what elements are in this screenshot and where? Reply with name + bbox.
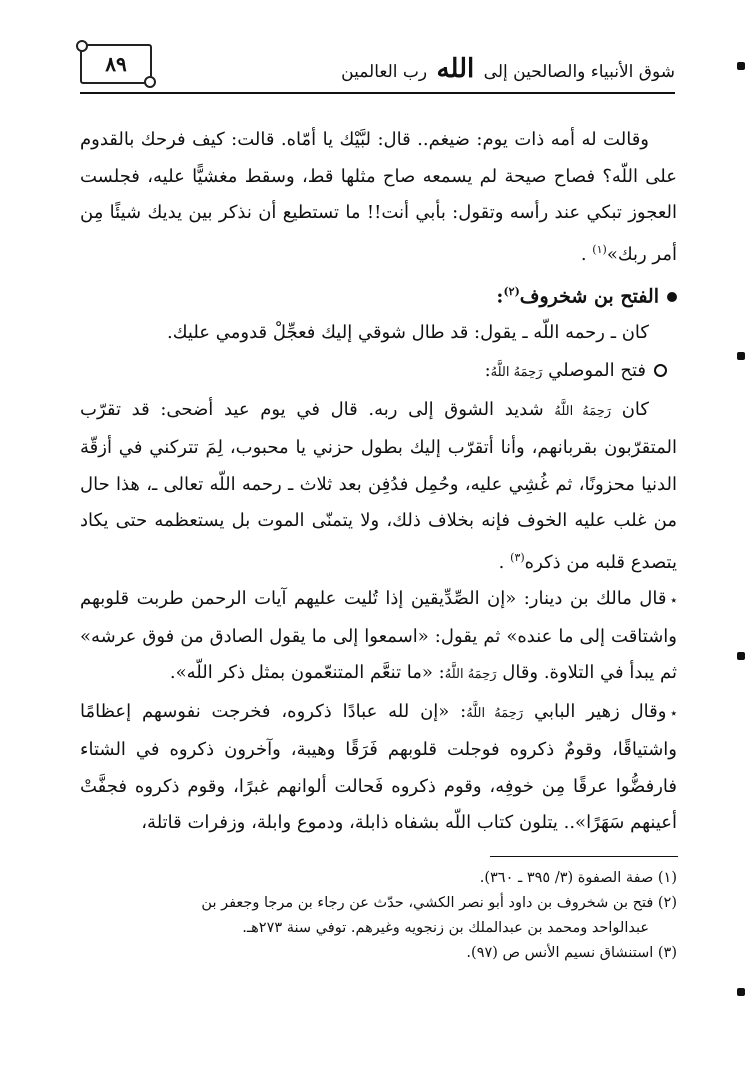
page-number: ٨٩: [105, 52, 127, 76]
section-heading-fath-shakhruf: [80, 273, 677, 315]
footnote-2-continued: عبدالواحد ومحمد بن عبدالملك بن زنجويه وغيرهم. توفي سنة ٢٧٣هـ.: [242, 920, 649, 936]
page-number-frame: [80, 44, 152, 84]
margin-mark: [737, 352, 745, 360]
heading-colon: :: [496, 285, 504, 308]
bullet-icon: [667, 292, 677, 302]
section-heading-fath-mawsili: [80, 352, 677, 392]
footnote-ref: (١): [592, 242, 607, 256]
paragraph-end: .: [498, 551, 505, 573]
paragraph-zuhayr-babi: [80, 694, 677, 842]
footnote-ref: (٢): [503, 285, 520, 298]
margin-mark: [737, 652, 745, 660]
asterisk-icon: ٭: [670, 593, 677, 608]
running-title-before: شوق الأنبياء والصالحين إلى: [483, 62, 675, 82]
page-header: [80, 40, 675, 96]
header-rule: [80, 92, 675, 94]
paragraph-malik-dinar: [80, 581, 677, 694]
paragraph-fath-mawsili: [80, 392, 677, 582]
paragraph-fath-shakhruf: [80, 315, 677, 352]
heading-colon: :: [484, 359, 491, 381]
paragraph-text-end: : «إن لله عبادًا ذكروه، فخرجت نفوسهم إعظامًا واشتياقًا، وقومٌ ذكروه فوجلت قلوبهم فَرَقًا وهيبة، وآخرون ذكروه في الشتاء فارفضُّوا عرقًا مِن خوفِه، وقوم ذكروه فَحالت ألوانهم غبرًا، وقوم ذكروه فجفَّتْ أعينهم سَهَرًا».. يتلون كتاب اللّه بشفاه ذابلة، ودموع وابلة، وزفرات قاتلة،: [80, 700, 677, 834]
footnote-2: (٢) فتح بن شخروف بن داود أبو نصر الكشي، حدّث عن رجاء بن مرجا وجعفر بن: [201, 895, 677, 911]
running-title-after: رب العالمين: [341, 62, 428, 82]
footnote-ref: (٣): [510, 550, 525, 564]
honorific: رَحِمَهُ اللَّهُ: [490, 364, 543, 380]
footnotes: [80, 866, 677, 966]
ring-bullet-icon: [654, 364, 667, 377]
paragraph-text: قال مالك بن دينار: «إن الصِّدِّيقين إذا تُليت عليهم آيات الرحمن طربت قلوبهم واشتاقت إلى ما عنده» ثم يقول: «اسمعوا إلى ما يقول الصادق من فوق عرشه» ثم يبدأ في التلاوة. وقال: [80, 588, 677, 684]
asterisk-icon: ٭: [670, 705, 678, 720]
paragraph-text: وقالت له أمه ذات يوم: ضيغم.. قال: لبَّيْك يا أمّاه. قالت: كيف فرحك بالقدوم على اللّه؟ فصاح صيحة لم يسمعه صاح مثلها قط، وسقط مغشيًّا عليه، فجلست العجوز تبكي عند رأسه وتقول: بأبي أنت!! ما تستطيع أن نذكر بين يديك شيئًا مِن أمر ربك»: [80, 129, 677, 265]
footnote-1: (١) صفة الصفوة (٣/ ٣٩٥ ـ ٣٦٠).: [479, 870, 677, 886]
paragraph-end: .: [580, 243, 587, 265]
honorific: رَحِمَهُ اللَّهُ: [444, 667, 497, 683]
paragraph-text: وقال زهير البابي: [533, 700, 667, 722]
honorific: رَحِمَهُ اللَّهُ: [554, 403, 612, 419]
margin-mark: [737, 62, 745, 70]
margin-mark: [737, 988, 745, 996]
main-text: [80, 122, 677, 842]
paragraph-text: شديد الشوق إلى ربه. قال في يوم عيد أضحى: قد تقرّب المتقرّبون بقربانهم، وأنا أتقرّب إليك بطول حزني يا محبوب، لِمَ تتركني في أزقّة الدنيا محزونًا، ثم غُشِي عليه، وحُمِل فدُفِن بعد ثلاث ـ رحمه اللّه تعالى ـ، هذا حال من غلب عليه الخوف فإنه بخلاف ذلك، ولا يتمنّى الموت بل يستعظمه حتى يكاد يتصدع قلبه من ذكره: [80, 398, 677, 573]
heading-text: الفتح بن شخروف: [519, 285, 659, 308]
paragraph-text: كان ـ رحمه اللّه ـ يقول: قد طال شوقي إليك فعجِّلْ قدومي عليك.: [167, 322, 649, 344]
heading-text: فتح الموصلي: [548, 359, 646, 381]
honorific: رَحِمَهُ اللَّهُ: [466, 705, 524, 721]
footnote-rule: [490, 856, 678, 857]
running-title: [341, 54, 675, 84]
footnote-3: (٣) استنشاق نسيم الأنس ص (٩٧).: [466, 945, 677, 961]
running-title-name: الله: [436, 54, 475, 84]
paragraph-text-end: : «ما تنعَّم المتنعّمون بمثل ذكر اللّه».: [169, 662, 445, 684]
paragraph-daygham: [80, 122, 677, 273]
paragraph-lead: كان: [621, 398, 649, 420]
